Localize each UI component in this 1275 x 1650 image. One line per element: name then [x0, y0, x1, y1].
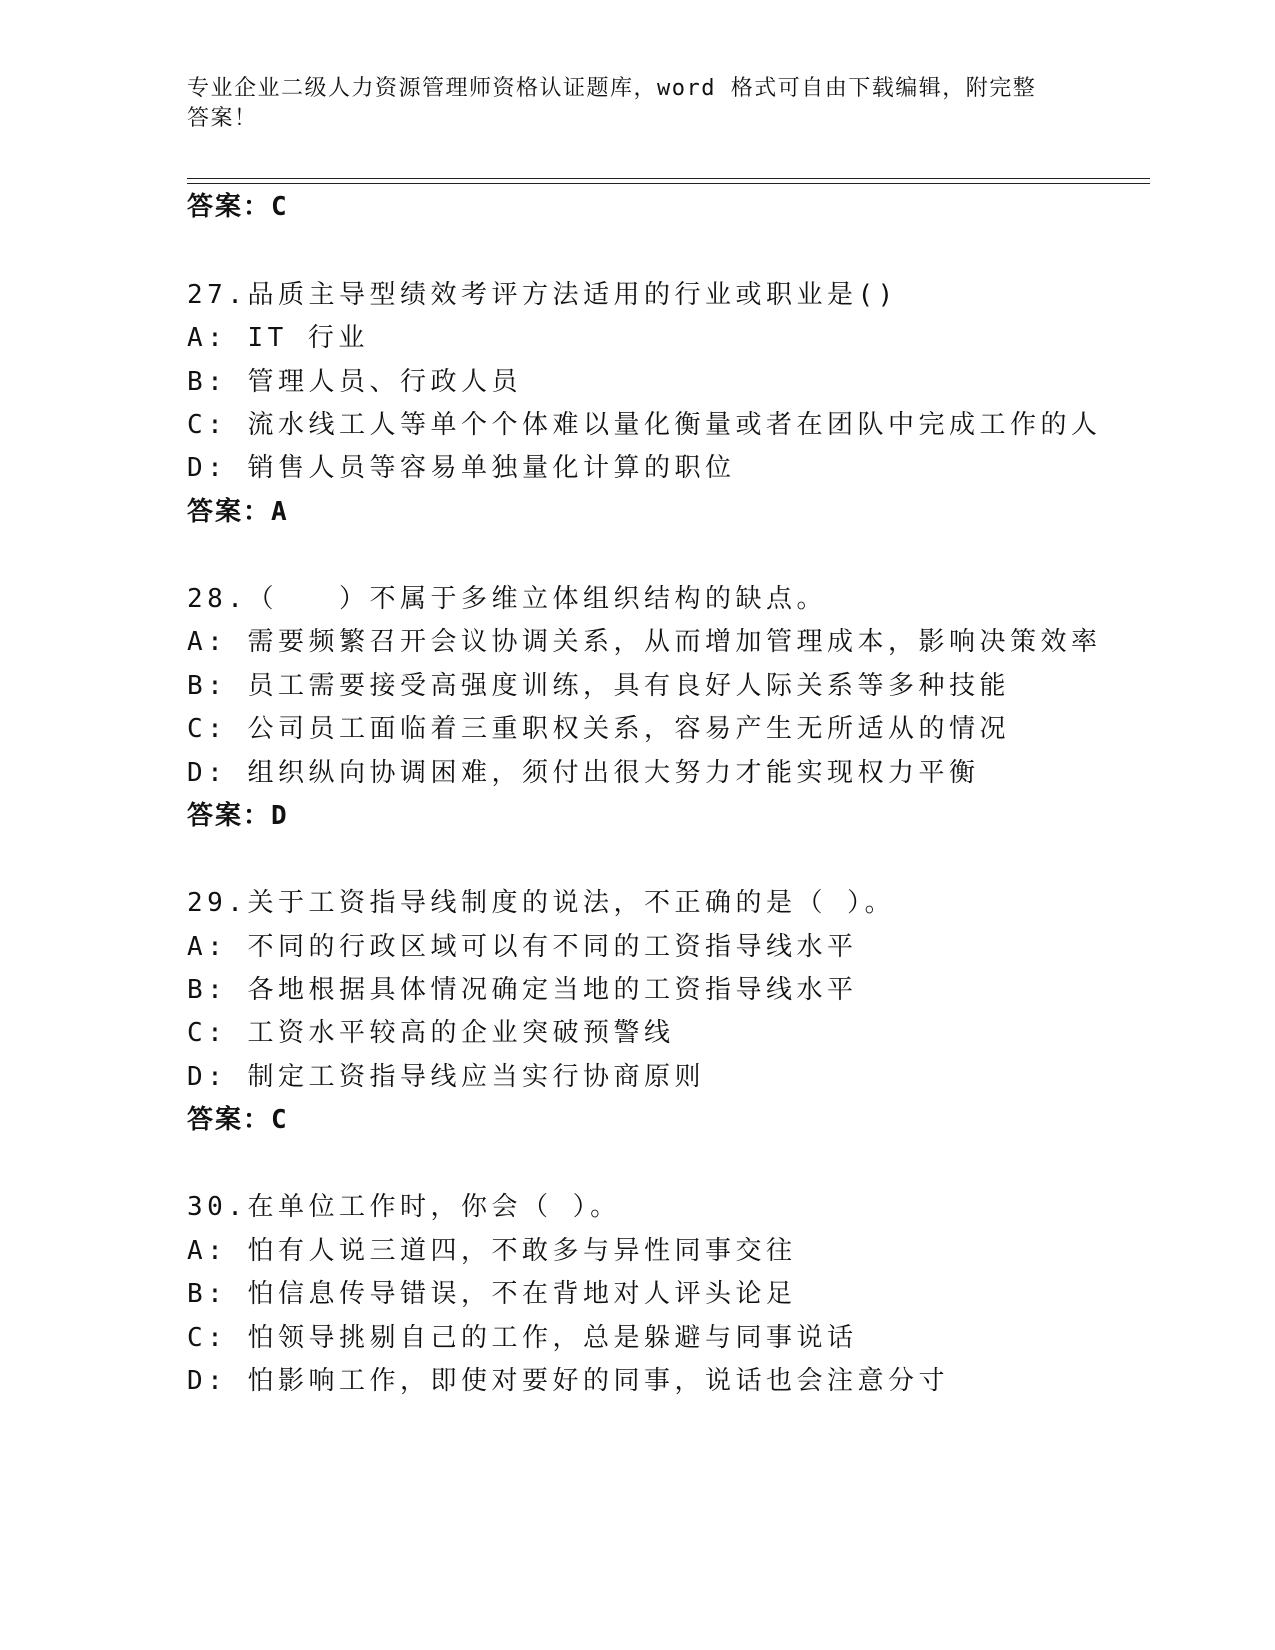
- question-28-option-a: A: 需要频繁召开会议协调关系，从而增加管理成本，影响决策效率: [187, 627, 1102, 657]
- question-27-option-d: D: 销售人员等容易单独量化计算的职位: [187, 453, 736, 483]
- header-divider-top: [187, 178, 1150, 179]
- question-29-option-c: C: 工资水平较高的企业突破预警线: [187, 1018, 675, 1048]
- header-divider-bottom: [187, 183, 1150, 184]
- question-30-stem: 30.在单位工作时，你会（ ）。: [187, 1192, 621, 1222]
- question-28-option-d: D: 组织纵向协调困难，须付出很大努力才能实现权力平衡: [187, 758, 980, 788]
- question-27-option-a: A: IT 行业: [187, 323, 369, 353]
- question-28-stem: 28.（ ）不属于多维立体组织结构的缺点。: [187, 584, 827, 614]
- question-28-option-b: B: 员工需要接受高强度训练，具有良好人际关系等多种技能: [187, 671, 1010, 701]
- question-28-option-c: C: 公司员工面临着三重职权关系，容易产生无所适从的情况: [187, 714, 1010, 744]
- question-30-option-c: C: 怕领导挑剔自己的工作，总是躲避与同事说话: [187, 1323, 858, 1353]
- question-30-option-b: B: 怕信息传导错误，不在背地对人评头论足: [187, 1279, 797, 1309]
- page-header: [187, 74, 1067, 134]
- question-27-answer: 答案：A: [187, 497, 289, 527]
- header-line-1: 专业企业二级人力资源管理师资格认证题库，word 格式可自由下载编辑，附完整: [187, 76, 1037, 101]
- question-28-answer: 答案：D: [187, 801, 289, 831]
- question-27-stem: 27.品质主导型绩效考评方法适用的行业或职业是(): [187, 280, 898, 310]
- question-29-option-b: B: 各地根据具体情况确定当地的工资指导线水平: [187, 975, 858, 1005]
- header-line-2: 答案！: [187, 106, 258, 131]
- question-27-option-c: C: 流水线工人等单个个体难以量化衡量或者在团队中完成工作的人: [187, 410, 1102, 440]
- question-30-option-a: A: 怕有人说三道四，不敢多与异性同事交往: [187, 1236, 797, 1266]
- question-29-option-a: A: 不同的行政区域可以有不同的工资指导线水平: [187, 932, 858, 962]
- question-29-stem: 29.关于工资指导线制度的说法，不正确的是（ ）。: [187, 888, 896, 918]
- question-27-option-b: B: 管理人员、行政人员: [187, 367, 522, 397]
- answer-prev: 答案：C: [187, 192, 289, 222]
- question-29-answer: 答案：C: [187, 1105, 289, 1135]
- question-30-option-d: D: 怕影响工作，即使对要好的同事，说话也会注意分寸: [187, 1366, 949, 1396]
- question-29-option-d: D: 制定工资指导线应当实行协商原则: [187, 1062, 705, 1092]
